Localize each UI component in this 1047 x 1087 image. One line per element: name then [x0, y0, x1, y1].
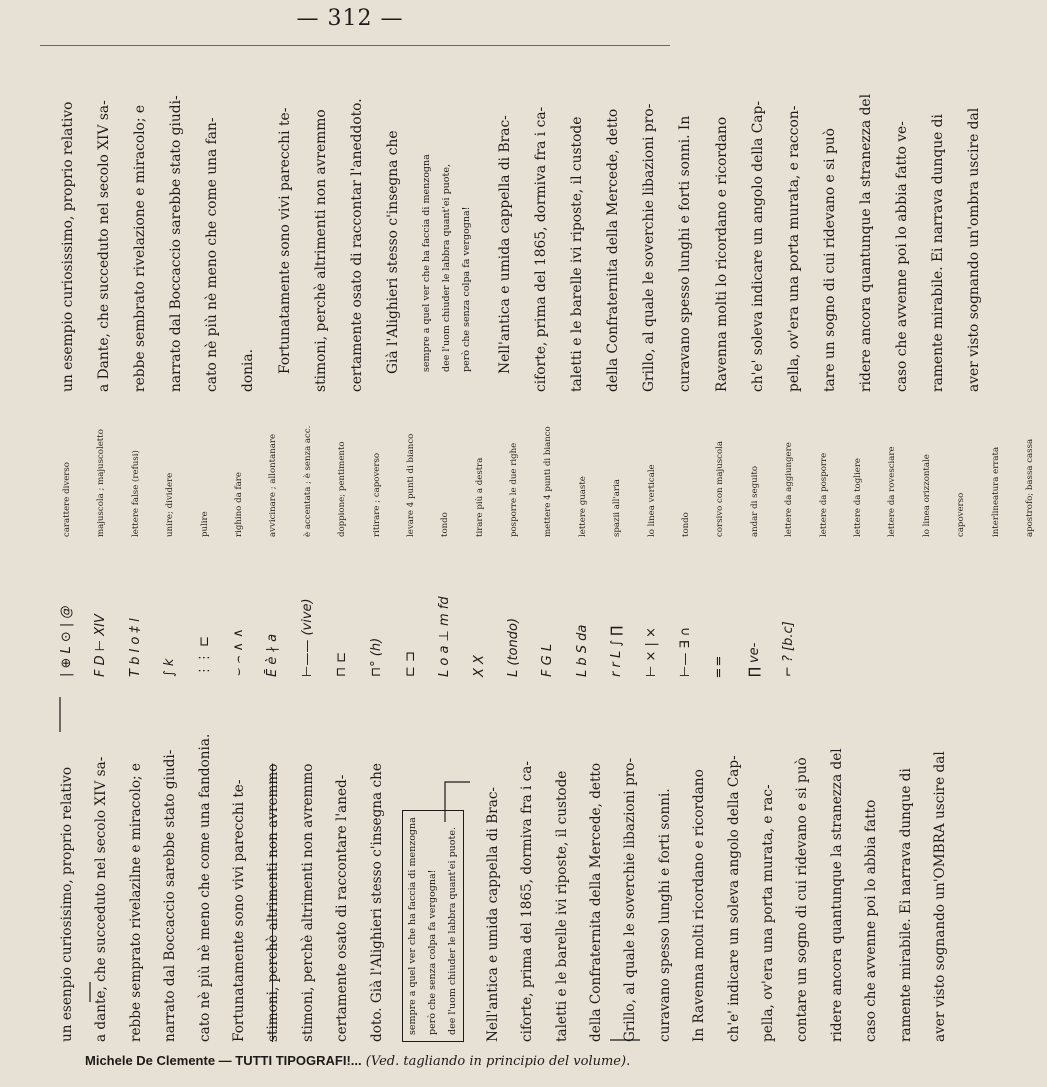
corrected-line: della Confraternita della Mercede, detto [605, 108, 622, 392]
footer-author: Michele De Clemente — TUTTI TIPOGRAFI!... [85, 1053, 362, 1068]
corrected-line: certamente osato di raccontar l'aneddoto. [348, 98, 365, 392]
legend-entry: unire; dividere [165, 472, 176, 537]
correction-mark: ⊢—— (vive) [299, 598, 315, 677]
proof-line: contare un sogno di cui ridevano e si può [794, 757, 811, 1042]
page-number: — 312 — [296, 6, 404, 31]
correction-mark: ∫ k [162, 658, 178, 677]
corrected-text-column [50, 52, 983, 392]
correction-mark: ⊓° (h) [368, 637, 384, 677]
proof-line: stimoni, perchè altrimenti non avremmo [299, 763, 316, 1042]
proof-line: taletti e le barelle ivi riposte, il custode [553, 770, 570, 1042]
legend-entry: levare 4 punti di bianco [405, 433, 416, 537]
proof-line: della Confraternita della Mercede, detto [588, 762, 605, 1042]
header-rule [40, 45, 670, 46]
correction-mark: L o a ⊥ m fd [437, 596, 453, 677]
corrected-line: Ravenna molti lo ricordano e ricordano [713, 116, 730, 392]
correction-mark: T b I o ‡ l [127, 618, 143, 677]
legend-entry: apostrofo; bassa cassa [1024, 438, 1035, 537]
correction-mark: L (tondo) [506, 617, 522, 677]
corrected-line: cato nè più nè meno che come una fan- [204, 117, 221, 392]
proof-line: ciforte, prima del 1865, dormiva fra i ca- [519, 760, 536, 1042]
legend-entry: lettere false (refusi) [130, 450, 141, 537]
legend-entry: lettere da aggiungere [784, 442, 795, 537]
legend-entry: pulire [199, 511, 210, 537]
legend-entry: lettere da posporre [818, 452, 829, 537]
corrected-quote-line: sempre a quel ver che ha faccia di menzogna [420, 154, 432, 372]
proof-line: certamente osato di raccontare l'aned- [334, 774, 351, 1042]
legend-entry: avvicinare ; allontanare [268, 433, 279, 537]
proof-line: Fortunatamente sono vivi parecchi te- [230, 779, 247, 1042]
marks-legend-column [50, 402, 1035, 537]
proof-mark-strokes [50, 682, 670, 1042]
corrected-line: Già l'Alighieri stesso c'insegna che [384, 130, 401, 374]
correction-mark: ═ ═ [712, 657, 728, 677]
correction-mark: ⊢— ∃ ∩ [678, 626, 694, 677]
proof-line: pella, ov'era una porta murata, e rac- [760, 784, 777, 1042]
correction-mark: r r L ∫ ∏ [609, 625, 625, 677]
legend-entry: carattere diverso [62, 462, 72, 537]
legend-entry: tondo [681, 512, 692, 537]
correction-mark: | ⊕ L ⊙ | @ [59, 605, 74, 677]
corrected-line: Nell'antica e umida cappella di Brac- [496, 115, 513, 374]
proof-line: ridere ancora quantunque la stranezza del [828, 748, 845, 1042]
corrected-line: rebbe sembrato rivelazione e miracolo; e [132, 104, 149, 392]
correction-mark: ⌐ ? [b.c] [781, 621, 797, 677]
legend-entry: majuscola ; majuscoletto [96, 429, 107, 537]
corrected-quote [417, 154, 477, 392]
proof-line: In Ravenna molti ricordano e ricordano [691, 769, 708, 1042]
corrected-line: pella, ov'era una porta murata, e raccon- [785, 105, 802, 392]
legend-entry: tondo [440, 512, 451, 537]
footer-note: (Ved. tagliando in principio del volume). [365, 1054, 631, 1069]
correction-mark: ⊢ × | × [643, 627, 659, 677]
corrected-line: un esempio curiosissimo, proprio relativo [60, 101, 76, 392]
corrected-quote-line: dee l'uom chiuder le labbra quant'ei puote, [440, 164, 452, 372]
proof-line: a dante, che succeduto nel secolo XIV sa- [93, 756, 110, 1042]
proof-line: caso che avvenne poi lo abbia fatto [863, 799, 880, 1042]
corrected-line: a Dante, che succeduto nel secolo XIV sa- [96, 100, 113, 392]
proof-line: rebbe semprato rivelazilne e miracolo; e [127, 763, 144, 1042]
legend-entry: interlineatura errata [990, 446, 1001, 537]
proof-line: narrato dal Boccaccio sarebbe stato giudi- [162, 749, 179, 1042]
corrected-line: ridere ancora quantunque la stranezza del [857, 94, 874, 392]
corrected-line: tare un sogno di cui ridevano e si può [821, 128, 838, 392]
correction-mark: F D ⊢ XIV [93, 614, 109, 677]
corrected-quote-line: però che senza colpa fa vergogna! [460, 206, 472, 372]
rotated-page-content [50, 52, 1035, 1042]
proof-line: doto. Già l'Alighieri stesso c'insegna che [368, 763, 385, 1042]
proof-line: Nell'antica e umida cappella di Brac- [484, 786, 501, 1042]
proof-line: ramente mirabile. Ei narrava dunque di [897, 768, 914, 1042]
legend-entry: lo linea verticale [646, 464, 657, 537]
correction-mark: L b S da [574, 624, 590, 677]
legend-entry: ritirare ; capoverso [371, 452, 382, 537]
corrected-line: stimoni, perchè altrimenti non avremmo [312, 109, 329, 392]
proof-quote-line: sempre a quel ver che ha faccia di menzogna [406, 817, 418, 1035]
page-footer [85, 1053, 685, 1069]
legend-entry: lettere da rovesciare [887, 446, 898, 537]
corrected-line: ramente mirabile. Ei narrava dunque di [930, 114, 947, 392]
legend-entry: posporre le due righe [509, 442, 520, 537]
legend-entry: è accentata ; è senza acc. [302, 425, 313, 537]
corrected-line: curavano spesso lunghi e forti sonni. In [677, 115, 694, 392]
corrected-line: caso che avvenne poi lo abbia fatto ve- [893, 121, 910, 392]
legend-entry: corsivo con majuscola [715, 440, 726, 537]
corrected-line: ch'e' soleva indicare un angolo della Cap- [749, 101, 766, 392]
correction-mark: ⋮⋮ ⊏ [196, 635, 212, 677]
legend-entry: capoverso [956, 492, 967, 537]
proof-line: curavano spesso lunghi e forti sonni. [656, 788, 673, 1042]
proof-line: stimoni, perchè altrimenti non avremmo [265, 763, 282, 1042]
legend-entry: lo linea orizzontale [921, 454, 932, 537]
proof-line: ch'e' indicare un soleva angolo della Cap- [725, 755, 742, 1042]
corrected-line: taletti e le barelle ivi riposte, il custode [569, 116, 586, 392]
corrected-line: Grillo, al quale le soverchie libazioni pro- [641, 103, 658, 392]
proof-line: aver visto sognando un'OMBRA uscire dal [931, 751, 948, 1042]
corrected-line: ciforte, prima del 1865, dormiva fra i ca- [533, 106, 550, 392]
legend-entry: righino da fare [233, 472, 244, 537]
correction-mark: F G L [540, 643, 556, 677]
legend-entry: tirare più a destra [474, 457, 485, 537]
legend-entry: spazii all'aria [612, 479, 623, 537]
corrected-line: Fortunatamente sono vivi parecchi te- [276, 107, 293, 374]
corrected-line: donia. [240, 348, 257, 392]
corrected-line: aver visto sognando un'ombra uscire dal [966, 107, 983, 392]
correction-mark: ⌣ ⌢ ∧ ∧ [230, 628, 246, 677]
correction-marks-column [50, 542, 797, 677]
legend-entry: andar di seguito [749, 465, 760, 537]
proof-line: Grillo, al quale le soverchie libazioni pro- [622, 757, 639, 1042]
legend-entry: mettere 4 punti di bianco [543, 426, 554, 537]
corrected-line: narrato dal Boccaccio sarebbe stato giudi- [168, 95, 185, 392]
legend-entry: lettere guaste [577, 476, 588, 537]
legend-entry: doppione; pentimento [337, 441, 348, 537]
correction-mark: Ē è ∤ a [265, 633, 281, 677]
proof-line: un esenpio curiosisimo, proprio relativo [59, 766, 75, 1042]
correction-mark: ⊏ ⊐ [402, 651, 418, 677]
correction-mark: ∏ ve- [746, 642, 762, 677]
correction-mark: ⊓ ⊏ [334, 651, 350, 677]
proof-quote-line: dee l'uom chiuder le labbra quant'ei puote. [446, 827, 458, 1035]
proof-quote-line: però che senza colpa fa vergogna! [426, 869, 438, 1035]
correction-mark: X X [471, 655, 487, 677]
legend-entry: lettere da togliere [852, 457, 863, 537]
proof-line: cato nè più nè meno che come una fandonia. [196, 733, 213, 1042]
